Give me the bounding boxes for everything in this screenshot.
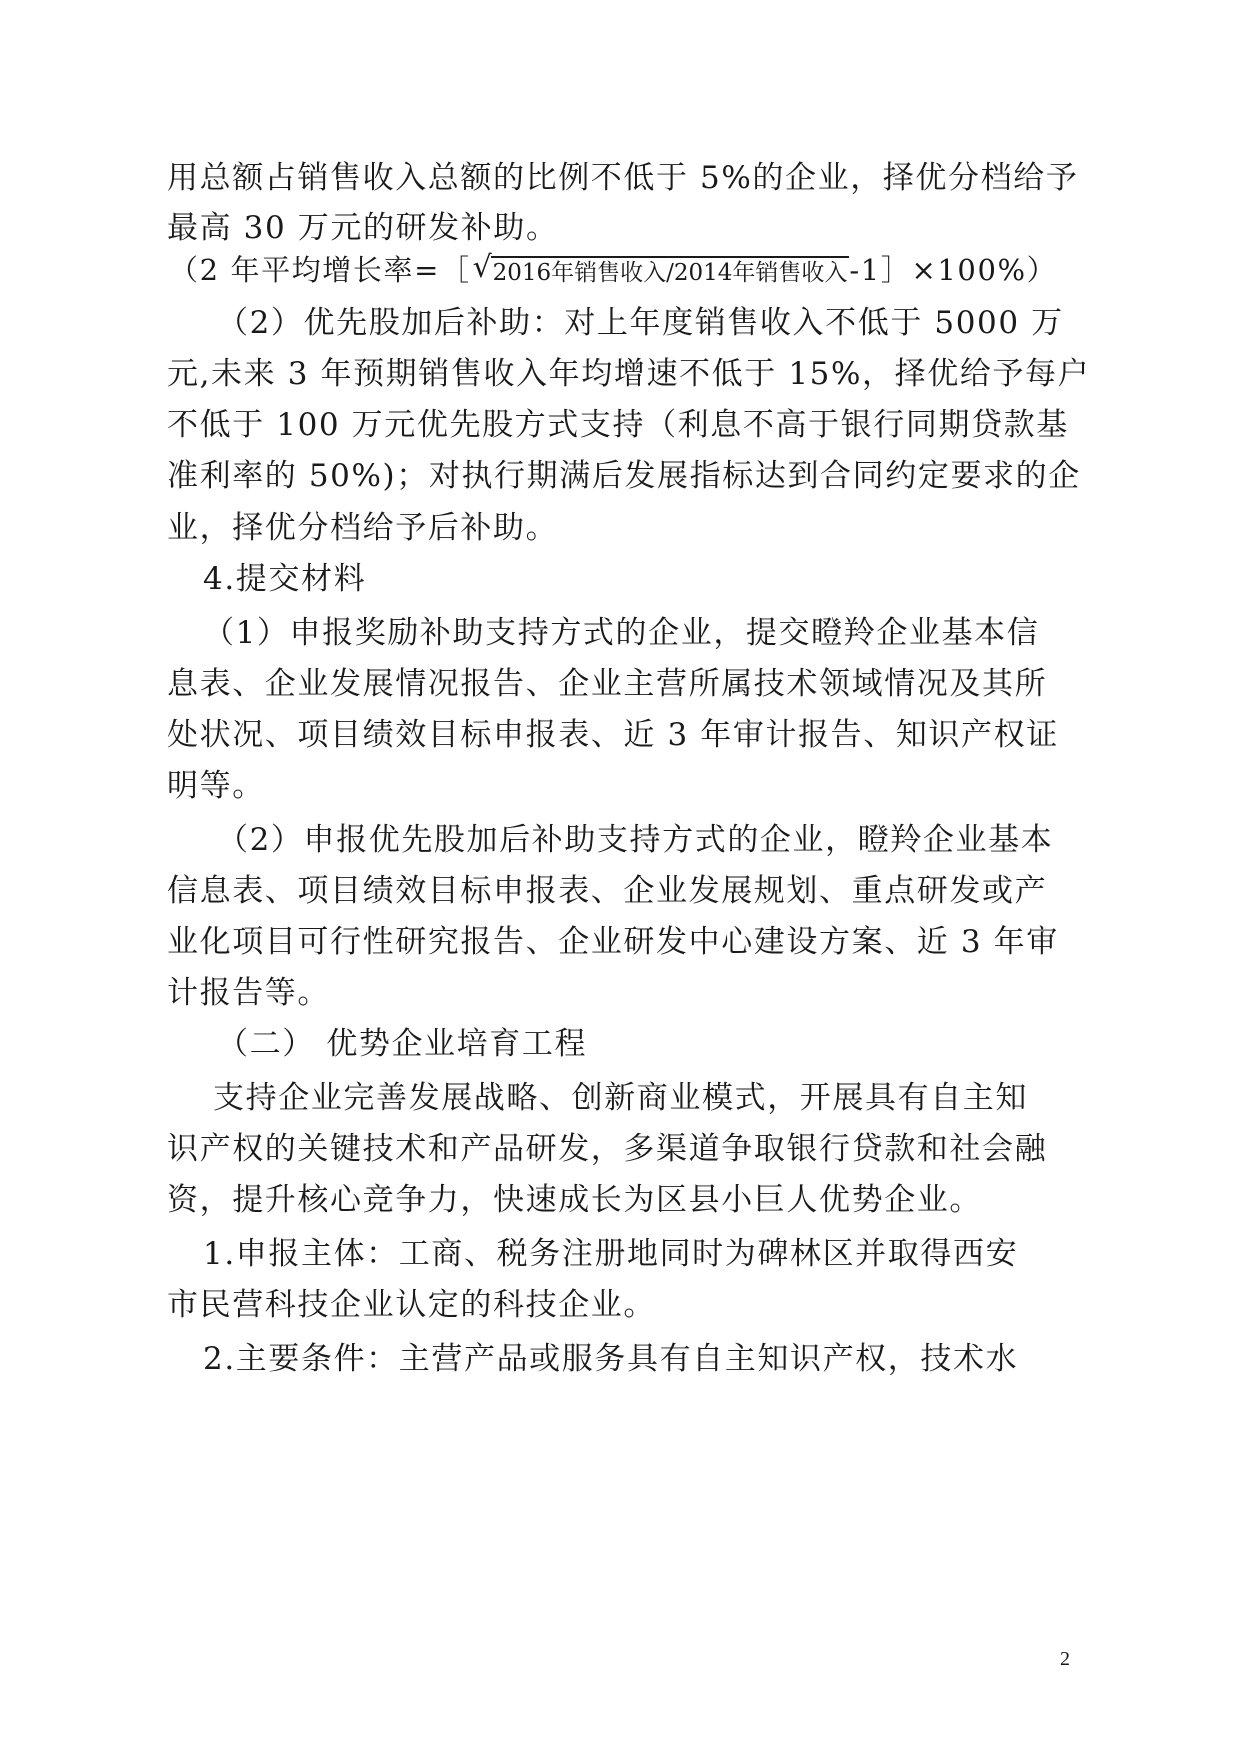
formula-prefix: （2 年平均增长率=［ — [169, 253, 471, 287]
text-line: 支持企业完善发展战略、创新商业模式，开展具有自主知 — [213, 1080, 1028, 1116]
text-line: 元,未来 3 年预期销售收入年均增速不低于 15%，择优给予每户 — [167, 356, 1091, 392]
text-line: 准利率的 50%)；对执行期满后发展指标达到合同约定要求的企 — [167, 458, 1081, 494]
section-heading: （二） 优势企业培育工程 — [217, 1026, 588, 1062]
text-line: 业，择优分档给予后补助。 — [167, 510, 559, 546]
text-line: 明等。 — [167, 768, 265, 804]
formula-radicand: 2016年销售收入/2014年销售收入 — [491, 256, 850, 288]
text-line: （2）优先股加后补助：对上年度销售收入不低于 5000 万 — [217, 305, 1064, 341]
text-line: 信息表、项目绩效目标申报表、企业发展规划、重点研发或产 — [167, 873, 1048, 909]
text-line: 不低于 100 万元优先股方式支持（利息不高于银行同期贷款基 — [167, 407, 1069, 443]
square-root-icon — [473, 250, 850, 290]
growth-rate-formula — [169, 250, 1057, 290]
text-line: 市民营科技企业认定的科技企业。 — [167, 1287, 656, 1323]
text-line: 1.申报主体：工商、税务注册地同时为碑林区并取得西安 — [203, 1236, 1019, 1272]
text-line: 计报告等。 — [167, 975, 330, 1011]
page-number: 2 — [1060, 1648, 1070, 1670]
text-line: （1）申报奖励补助支持方式的企业，提交瞪羚企业基本信 — [203, 615, 1040, 651]
section-heading: 4.提交材料 — [203, 561, 367, 597]
text-line: 用总额占销售收入总额的比例不低于 5%的企业，择优分档给予 — [167, 160, 1079, 196]
text-line: 资，提升核心竞争力，快速成长为区县小巨人优势企业。 — [167, 1182, 982, 1218]
text-line: 息表、企业发展情况报告、企业主营所属技术领域情况及其所 — [167, 666, 1048, 702]
text-line: 最高 30 万元的研发补助。 — [167, 210, 559, 246]
text-line: （2）申报优先股加后补助支持方式的企业，瞪羚企业基本 — [217, 822, 1054, 858]
text-line: 处状况、项目绩效目标申报表、近 3 年审计报告、知识产权证 — [167, 717, 1059, 753]
formula-suffix: -1］×100%） — [849, 253, 1058, 287]
text-line: 2.主要条件：主营产品或服务具有自主知识产权，技术水 — [203, 1341, 1019, 1377]
text-line: 业化项目可行性研究报告、企业研发中心建设方案、近 3 年审 — [167, 924, 1059, 960]
text-line: 识产权的关键技术和产品研发，多渠道争取银行贷款和社会融 — [167, 1131, 1048, 1167]
